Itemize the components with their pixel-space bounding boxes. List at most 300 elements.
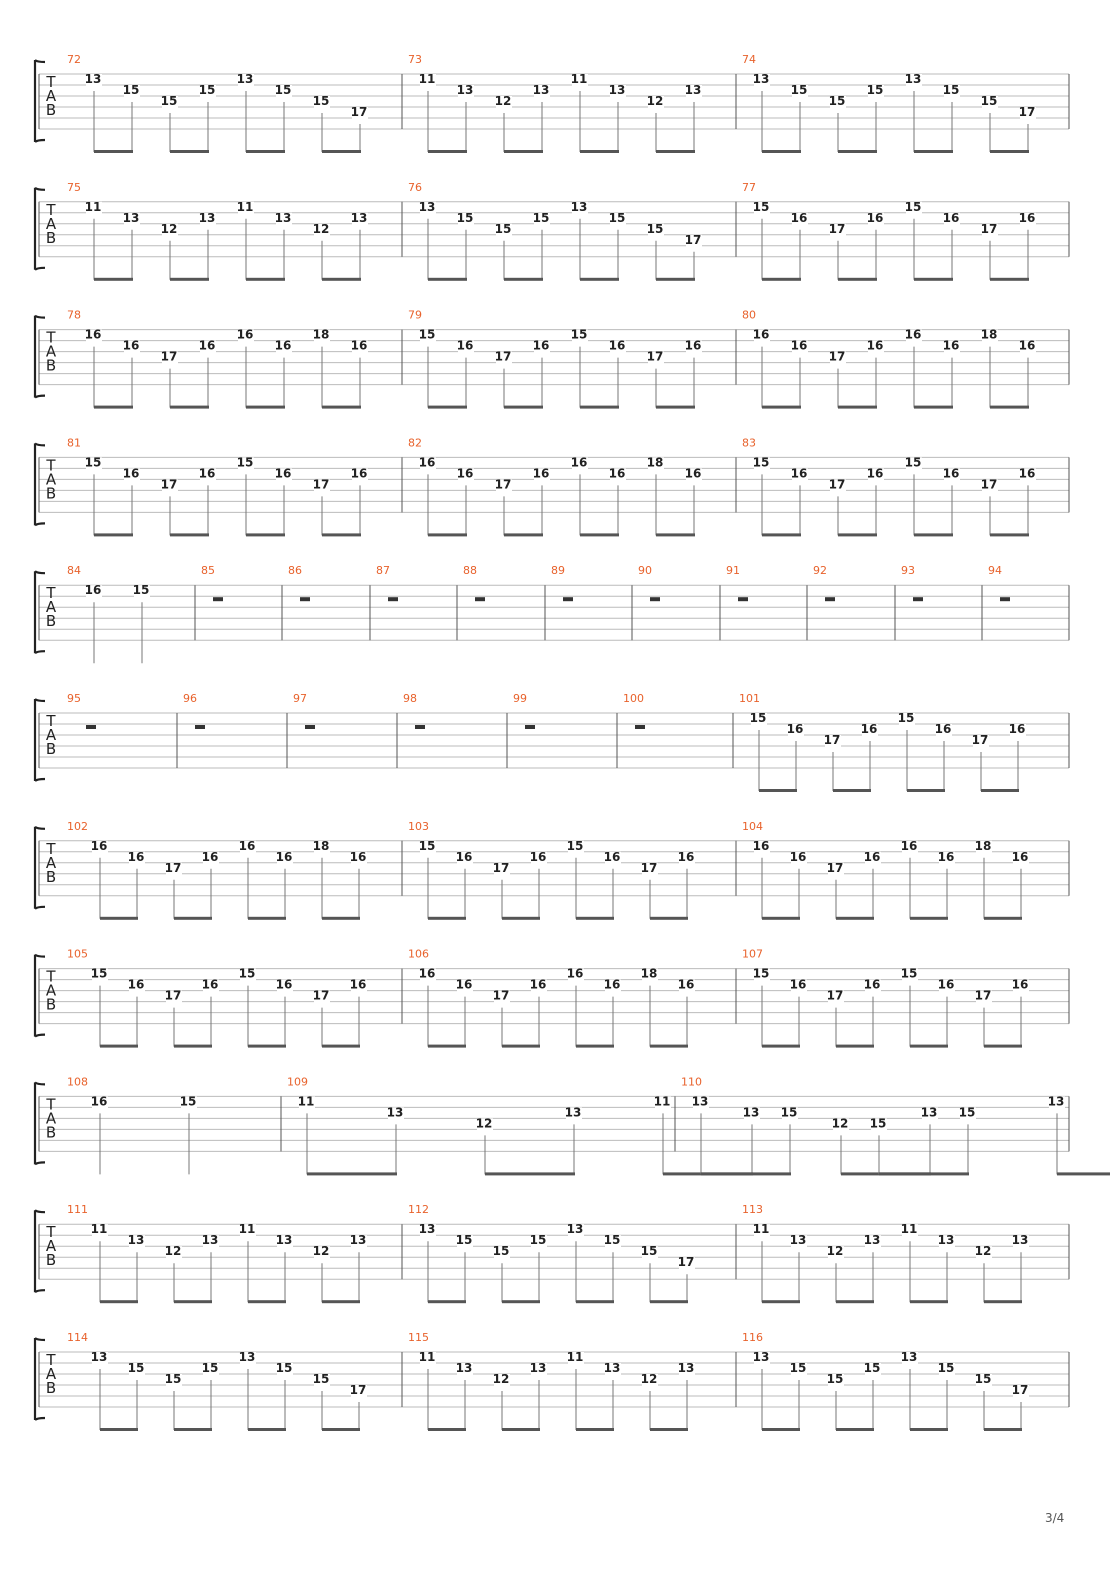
whole-rest	[563, 597, 573, 601]
measure-number: 116	[742, 1331, 763, 1344]
beam	[428, 406, 467, 409]
fret-number: 11	[236, 199, 254, 214]
tab-system	[35, 948, 1069, 1048]
measure-number: 91	[726, 564, 740, 578]
measure-number: 83	[742, 436, 756, 450]
beam	[580, 150, 619, 153]
fret-number: 16	[904, 327, 922, 342]
fret-number: 18	[980, 327, 998, 342]
fret-number: 12	[312, 1244, 330, 1259]
measure	[408, 309, 736, 409]
fret-number: 16	[90, 1094, 108, 1109]
measure-number: 97	[293, 692, 307, 705]
tab-clef-letter: A	[45, 470, 57, 489]
whole-rest	[825, 597, 835, 601]
fret-number: 16	[418, 966, 436, 981]
tab-system	[35, 436, 1069, 536]
fret-number: 16	[937, 849, 955, 864]
fret-number: 15	[492, 1244, 510, 1259]
fret-number: 16	[789, 977, 807, 992]
beam	[322, 533, 361, 536]
fret-number: 16	[127, 977, 145, 992]
whole-rest	[525, 725, 535, 729]
beam	[502, 1300, 540, 1303]
tab-clef-letter: A	[45, 1365, 57, 1383]
fret-number: 11	[418, 72, 436, 86]
fret-number: 12	[974, 1244, 992, 1259]
fret-number: 15	[494, 221, 512, 236]
fret-number: 16	[529, 977, 547, 992]
measure	[408, 1203, 736, 1303]
fret-number: 16	[350, 338, 368, 353]
whole-rest	[635, 725, 645, 729]
tab-clef-letter: B	[45, 1379, 57, 1397]
tab-clef-letter: A	[45, 342, 57, 361]
measure-number: 90	[638, 564, 652, 578]
tab-clef-letter: T	[46, 839, 56, 858]
beam	[762, 278, 801, 281]
fret-number: 13	[386, 1105, 404, 1120]
fret-number: 17	[160, 349, 178, 364]
measure-number: 87	[376, 564, 390, 578]
fret-number: 11	[418, 1350, 436, 1364]
measure-number: 94	[988, 564, 1002, 578]
fret-number: 17	[684, 232, 702, 247]
fret-number: 13	[350, 210, 368, 225]
fret-number: 11	[297, 1094, 315, 1109]
fret-number: 16	[532, 466, 550, 481]
whole-rest	[650, 597, 660, 601]
fret-number: 15	[608, 210, 626, 225]
fret-number: 16	[677, 977, 695, 992]
beam	[504, 278, 543, 281]
fret-number: 16	[275, 977, 293, 992]
beam	[656, 150, 695, 153]
fret-number: 15	[455, 1233, 473, 1248]
fret-number: 15	[127, 1361, 145, 1375]
fret-number: 15	[418, 838, 436, 853]
beam	[504, 406, 543, 409]
fret-number: 16	[942, 210, 960, 225]
tab-clef-letter: B	[45, 1123, 57, 1142]
fret-number: 13	[198, 210, 216, 225]
measure-number: 99	[513, 692, 527, 705]
beam	[248, 1045, 286, 1048]
fret-number: 16	[90, 838, 108, 853]
beam	[428, 533, 467, 536]
measure-number: 103	[408, 819, 429, 833]
tab-system	[35, 820, 1069, 920]
fret-number: 15	[958, 1105, 976, 1120]
fret-number: 17	[492, 860, 510, 875]
fret-number: 13	[456, 83, 474, 97]
fret-number: 16	[456, 338, 474, 353]
fret-number: 16	[790, 466, 808, 481]
measure-number: 115	[408, 1331, 429, 1344]
fret-number: 15	[160, 94, 178, 108]
beam	[981, 789, 1019, 792]
beam	[576, 917, 614, 920]
measure-number: 78	[67, 308, 81, 322]
whole-rest	[475, 597, 485, 601]
tab-clef-letter: B	[45, 1251, 57, 1270]
fret-number: 15	[749, 711, 767, 725]
tab-clef-letter: A	[45, 214, 57, 233]
fret-number: 17	[640, 860, 658, 875]
fret-number: 15	[275, 1361, 293, 1375]
fret-number: 15	[90, 966, 108, 981]
beam	[246, 533, 285, 536]
fret-number: 13	[418, 1222, 436, 1237]
fret-number: 17	[828, 477, 846, 492]
tab-clef-letter: T	[46, 456, 56, 475]
beam	[833, 789, 871, 792]
measure-number: 109	[287, 1075, 308, 1089]
measure	[742, 436, 1036, 536]
fret-number: 11	[90, 1222, 108, 1237]
fret-number: 16	[866, 338, 884, 353]
fret-number: 13	[789, 1233, 807, 1248]
fret-number: 13	[900, 1350, 918, 1364]
beam	[838, 278, 877, 281]
fret-number: 13	[904, 72, 922, 86]
measure-number: 112	[408, 1203, 429, 1217]
system-bracket	[35, 955, 45, 1037]
fret-number: 15	[84, 455, 102, 470]
fret-number: 17	[312, 477, 330, 492]
fret-number: 11	[84, 199, 102, 214]
beam	[322, 406, 361, 409]
beam	[485, 1172, 575, 1175]
beam	[838, 533, 877, 536]
whole-rest	[913, 597, 923, 601]
fret-number: 17	[350, 105, 368, 119]
beam	[502, 1045, 540, 1048]
fret-number: 13	[752, 72, 770, 86]
fret-number: 15	[201, 1361, 219, 1375]
beam	[502, 1428, 540, 1431]
measure-number: 106	[408, 947, 429, 961]
beam	[907, 789, 945, 792]
fret-number: 15	[937, 1361, 955, 1375]
whole-rest	[415, 725, 425, 729]
tab-clef-letter: T	[46, 328, 56, 347]
beam	[322, 1428, 360, 1431]
beam	[838, 150, 877, 153]
fret-number: 13	[677, 1361, 695, 1375]
beam	[322, 150, 361, 153]
tab-clef-letter: T	[46, 1095, 56, 1114]
beam	[580, 533, 619, 536]
fret-number: 17	[492, 988, 510, 1003]
fret-number: 13	[863, 1233, 881, 1248]
beam	[502, 917, 540, 920]
fret-number: 16	[238, 838, 256, 853]
measure	[67, 1331, 402, 1431]
tab-clef-letter: A	[45, 598, 57, 617]
fret-number: 13	[455, 1361, 473, 1375]
fret-number: 15	[790, 83, 808, 97]
beam	[838, 406, 877, 409]
fret-number: 16	[274, 338, 292, 353]
fret-number: 15	[236, 455, 254, 470]
beam	[656, 278, 695, 281]
beam	[170, 278, 209, 281]
fret-number: 15	[904, 455, 922, 470]
beam	[984, 917, 1022, 920]
fret-number: 16	[529, 849, 547, 864]
measure-number: 102	[67, 819, 88, 833]
beam	[100, 1045, 138, 1048]
beam	[984, 1428, 1022, 1431]
fret-number: 13	[684, 83, 702, 97]
fret-number: 15	[179, 1094, 197, 1109]
fret-number: 17	[677, 1255, 695, 1270]
fret-number: 13	[603, 1361, 621, 1375]
fret-number: 16	[684, 338, 702, 353]
beam	[94, 533, 133, 536]
fret-number: 17	[826, 860, 844, 875]
fret-number: 18	[312, 838, 330, 853]
fret-number: 15	[198, 83, 216, 97]
beam	[914, 150, 953, 153]
tab-clef-letter: T	[46, 1351, 56, 1369]
beam	[910, 1300, 948, 1303]
beam	[248, 1428, 286, 1431]
fret-number: 16	[608, 338, 626, 353]
fret-number: 17	[312, 988, 330, 1003]
beam	[170, 150, 209, 153]
fret-number: 13	[691, 1094, 709, 1109]
fret-number: 16	[84, 583, 102, 598]
whole-rest	[305, 725, 315, 729]
fret-number: 13	[532, 83, 550, 97]
measure-number: 86	[288, 564, 302, 578]
beam	[914, 278, 953, 281]
beam	[990, 533, 1029, 536]
fret-number: 16	[786, 722, 804, 736]
fret-number: 15	[640, 1244, 658, 1259]
measure	[988, 564, 1010, 601]
beam	[914, 406, 953, 409]
beam	[650, 1045, 688, 1048]
fret-number: 15	[826, 1372, 844, 1386]
fret-number: 12	[646, 94, 664, 108]
beam	[174, 917, 212, 920]
fret-number: 15	[942, 83, 960, 97]
beam	[428, 278, 467, 281]
fret-number: 11	[566, 1350, 584, 1364]
measure	[739, 692, 1026, 792]
whole-rest	[300, 597, 310, 601]
fret-number: 17	[164, 988, 182, 1003]
beam	[174, 1428, 212, 1431]
measure-number: 114	[67, 1331, 88, 1344]
fret-number: 16	[349, 977, 367, 992]
fret-number: 16	[1008, 722, 1026, 736]
fret-number: 15	[828, 94, 846, 108]
fret-number: 16	[122, 338, 140, 353]
fret-number: 16	[866, 210, 884, 225]
fret-number: 15	[566, 838, 584, 853]
beam	[650, 917, 688, 920]
fret-number: 15	[897, 711, 915, 725]
fret-number: 15	[312, 1372, 330, 1386]
fret-number: 18	[646, 455, 664, 470]
fret-number: 12	[475, 1116, 493, 1131]
tab-clef-letter: A	[45, 853, 57, 872]
fret-number: 16	[790, 338, 808, 353]
fret-number: 15	[752, 455, 770, 470]
fret-number: 12	[826, 1244, 844, 1259]
system-bracket	[35, 60, 45, 142]
fret-number: 15	[456, 210, 474, 225]
fret-number: 13	[90, 1350, 108, 1364]
fret-number: 13	[275, 1233, 293, 1248]
tab-clef-letter: B	[45, 228, 57, 247]
beam	[914, 533, 953, 536]
measure-number: 84	[67, 564, 81, 578]
fret-number: 11	[752, 1222, 770, 1237]
tab-clef-letter: A	[45, 981, 57, 1000]
fret-number: 16	[532, 338, 550, 353]
fret-number: 17	[980, 477, 998, 492]
whole-rest	[1000, 597, 1010, 601]
beam	[762, 533, 801, 536]
beam	[428, 1045, 466, 1048]
fret-number: 16	[201, 849, 219, 864]
tab-clef-letter: B	[45, 612, 57, 631]
fret-number: 12	[164, 1244, 182, 1259]
measure-number: 81	[67, 436, 81, 450]
fret-number: 16	[1011, 849, 1029, 864]
measure	[742, 1203, 1029, 1303]
beam	[307, 1172, 397, 1175]
beam	[762, 917, 800, 920]
beam	[759, 789, 797, 792]
measure-number: 93	[901, 564, 915, 578]
fret-number: 13	[608, 83, 626, 97]
fret-number: 13	[564, 1105, 582, 1120]
fret-number: 17	[160, 477, 178, 492]
beam	[428, 917, 466, 920]
fret-number: 17	[164, 860, 182, 875]
measure-number: 100	[623, 692, 644, 705]
beam	[246, 150, 285, 153]
fret-number: 16	[570, 455, 588, 470]
beam	[762, 1300, 800, 1303]
system-bracket	[35, 188, 45, 270]
measure	[742, 820, 1029, 920]
beam	[910, 1428, 948, 1431]
whole-rest	[86, 725, 96, 729]
fret-number: 16	[900, 838, 918, 853]
fret-number: 16	[275, 849, 293, 864]
fret-number: 17	[828, 349, 846, 364]
fret-number: 16	[1018, 338, 1036, 353]
fret-number: 13	[529, 1361, 547, 1375]
fret-number: 16	[127, 849, 145, 864]
fret-number: 18	[312, 327, 330, 342]
fret-number: 16	[942, 338, 960, 353]
beam	[576, 1045, 614, 1048]
beam	[656, 533, 695, 536]
tab-clef-letter: B	[45, 995, 57, 1014]
beam	[246, 278, 285, 281]
measure-number: 73	[408, 53, 422, 66]
beam	[428, 1428, 466, 1431]
fret-number: 15	[974, 1372, 992, 1386]
fret-number: 16	[1018, 466, 1036, 481]
measure	[408, 53, 736, 153]
beam	[170, 406, 209, 409]
beam	[656, 406, 695, 409]
fret-number: 11	[570, 72, 588, 86]
tab-system	[35, 1331, 1069, 1431]
fret-number: 17	[826, 988, 844, 1003]
beam	[504, 150, 543, 153]
fret-number: 17	[1011, 1383, 1029, 1397]
beam	[990, 278, 1029, 281]
measure-number: 105	[67, 947, 88, 961]
fret-number: 13	[349, 1233, 367, 1248]
measure-number: 98	[403, 692, 417, 705]
beam	[762, 150, 801, 153]
beam	[100, 1300, 138, 1303]
fret-number: 16	[84, 327, 102, 342]
fret-number: 16	[752, 327, 770, 342]
beam	[94, 406, 133, 409]
fret-number: 16	[455, 977, 473, 992]
fret-number: 15	[529, 1233, 547, 1248]
fret-number: 15	[274, 83, 292, 97]
fret-number: 16	[1018, 210, 1036, 225]
beam	[701, 1172, 791, 1175]
fret-number: 15	[603, 1233, 621, 1248]
fret-number: 16	[603, 849, 621, 864]
whole-rest	[213, 597, 223, 601]
measure	[67, 436, 402, 536]
measure	[742, 53, 1036, 153]
fret-number: 12	[831, 1116, 849, 1131]
fret-number: 16	[677, 849, 695, 864]
measure	[742, 948, 1029, 1048]
measure	[67, 1075, 281, 1174]
measure-number: 89	[551, 564, 565, 578]
fret-number: 16	[942, 466, 960, 481]
fret-number: 15	[752, 199, 770, 214]
measure	[408, 948, 736, 1048]
measure-number: 107	[742, 947, 763, 961]
beam	[762, 406, 801, 409]
beam	[576, 1300, 614, 1303]
beam	[836, 1045, 874, 1048]
beam	[650, 1428, 688, 1431]
fret-number: 16	[860, 722, 878, 736]
measure-number: 101	[739, 692, 760, 705]
measure-number: 80	[742, 308, 756, 322]
beam	[170, 533, 209, 536]
fret-number: 11	[238, 1222, 256, 1237]
beam	[322, 917, 360, 920]
beam	[100, 917, 138, 920]
measure-number: 74	[742, 53, 756, 66]
fret-number: 16	[418, 455, 436, 470]
tab-clef-letter: T	[46, 200, 56, 219]
fret-number: 15	[863, 1361, 881, 1375]
tab-system	[35, 692, 1069, 792]
fret-number: 16	[350, 466, 368, 481]
